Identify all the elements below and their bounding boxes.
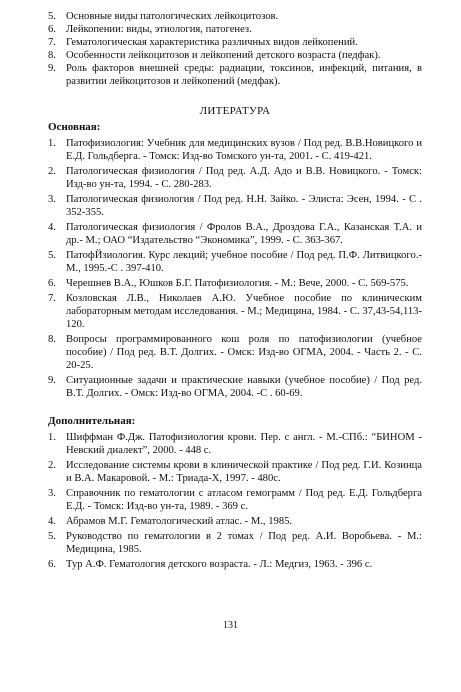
- item-number: 6.: [48, 24, 56, 35]
- list-item: [48, 36, 422, 49]
- ref-text: Абрамов М.Г. Гематологический атлас. - М., 1985.: [66, 516, 293, 527]
- ref-number: 3.: [48, 488, 56, 499]
- ref-text: Руководство по гематологии в 2 томах / Под ред. А.И. Воробьева. - М.: Медицина, 1985.: [66, 531, 422, 555]
- ref-number: 2.: [48, 460, 56, 471]
- extra-references: [48, 431, 422, 571]
- ref-text: ПатофЙзиология. Курс лекций; учебное пособие / Под ред. П.Ф. Литвицкого.-М., 1995.-С . 397-410.: [66, 250, 422, 274]
- ref-text: Вопросы программированного кош роля по патофизиологии (учебное пособие) / Под ред. В.Т. Долгих. - Омск: Изд-во ОГМА, 2004. - Часть 2. - С. 20-25.: [66, 334, 422, 371]
- reference-item: [48, 487, 422, 513]
- main-heading: Основная:: [48, 121, 101, 133]
- main-references: [48, 137, 422, 400]
- ref-text: Тур А.Ф. Гематология детского возраста. - Л.: Медгиз, 1963. - 396 с.: [66, 559, 373, 570]
- reference-item: [48, 277, 422, 290]
- ref-number: 8.: [48, 334, 56, 345]
- ref-text: Патологическая физиология / Под ред. А.Д. Адо и В.В. Новицкого. - Томск: Изд-во ун-та, 1994. - С. 280-283.: [66, 166, 422, 190]
- literature-title: ЛИТЕРАТУРА: [199, 105, 271, 117]
- reference-item: [48, 292, 422, 331]
- question-list: [48, 10, 422, 88]
- item-number: 7.: [48, 37, 56, 48]
- reference-item: [48, 459, 422, 485]
- ref-text: Патофизиология: Учебник для медицинских вузов / Под ред. В.В.Новицкого и Е.Д. Гольдберга. - Томск: Изд-во Томского ун-та, 2001. - С. 419-421.: [66, 138, 422, 162]
- reference-item: [48, 431, 422, 457]
- item-text: Особенности лейкоцитозов и лейкопений детского возраста (педфак).: [66, 50, 381, 61]
- ref-number: 9.: [48, 375, 56, 386]
- list-item: [48, 62, 422, 88]
- reference-item: [48, 558, 422, 571]
- reference-item: [48, 137, 422, 163]
- reference-item: [48, 515, 422, 528]
- item-number: 8.: [48, 50, 56, 61]
- ref-number: 1.: [48, 432, 56, 443]
- ref-number: 3.: [48, 194, 56, 205]
- item-text: Гематологическая характеристика различных видов лейкопений.: [66, 37, 358, 48]
- document-page: [48, 10, 422, 573]
- ref-text: Шиффман Ф.Дж. Патофизиология крови. Пер. с англ. - М.-СПб.: “БИНОМ - Невский диалект”, 2000. - 448 с.: [66, 432, 422, 456]
- ref-number: 5.: [48, 250, 56, 261]
- list-item: [48, 23, 422, 36]
- reference-item: [48, 374, 422, 400]
- ref-text: Черешнев В.А., Юшков Б.Г. Патофизиология. - М.: Вече, 2000. - С. 569-575.: [66, 278, 409, 289]
- ref-text: Патологическая физиология / Фролов В.А., Дроздова Г.А., Казанская Т.А. и др.- М.; ОАО “Издательство “Экономика”, 1999. - С. 363-367.: [66, 222, 422, 246]
- reference-item: [48, 221, 422, 247]
- ref-number: 4.: [48, 516, 56, 527]
- list-item: [48, 49, 422, 62]
- item-number: 9.: [48, 63, 56, 74]
- ref-text: Ситуационные задачи и практические навыки (учебное пособие) / Под ред. В.Т. Долгих. - Омск: Изд-во ОГМА, 2004. -С . 60-69.: [66, 375, 422, 399]
- reference-item: [48, 530, 422, 556]
- ref-text: Козловская Л.В., Николаев А.Ю. Учебное пособие по клиническим лабораторным методам исследования. - М.; Медицина, 1984. - С. 37,43-54,113-120.: [66, 293, 422, 330]
- ref-number: 6.: [48, 559, 56, 570]
- reference-item: [48, 249, 422, 275]
- page-number: 131: [223, 620, 238, 631]
- item-text: Лейкопении: виды, этиология, патогенез.: [66, 24, 252, 35]
- ref-number: 2.: [48, 166, 56, 177]
- reference-item: [48, 193, 422, 219]
- item-text: Роль факторов внешней среды: радиации, токсинов, инфекций, питания, в развитии лейкоцитозов и лейкопений (медфак).: [66, 63, 422, 87]
- ref-text: Исследование системы крови в клинической практике / Под ред. Г.И. Козинца и В.А. Макаровой. - М.: Триада-Х, 1997. - 480с.: [66, 460, 422, 484]
- reference-item: [48, 165, 422, 191]
- item-text: Основные виды патологических лейкоцитозов.: [66, 11, 279, 22]
- ref-number: 6.: [48, 278, 56, 289]
- ref-number: 7.: [48, 293, 56, 304]
- ref-number: 1.: [48, 138, 56, 149]
- ref-number: 5.: [48, 531, 56, 542]
- item-number: 5.: [48, 11, 56, 22]
- list-item: [48, 10, 422, 23]
- reference-item: [48, 333, 422, 372]
- ref-text: Патологическая физиология / Под ред. Н.Н. Зайко. - Элиста: Эсен, 1994. - С . 352-355.: [66, 194, 422, 218]
- ref-text: Справочник по гематологии с атласом гемограмм / Под ред. Е.Д. Гольдберга Е.Д. - Томск: Изд-во ун-та, 1989. - 369 с.: [66, 488, 422, 512]
- ref-number: 4.: [48, 222, 56, 233]
- extra-heading: Дополнительная:: [48, 415, 136, 427]
